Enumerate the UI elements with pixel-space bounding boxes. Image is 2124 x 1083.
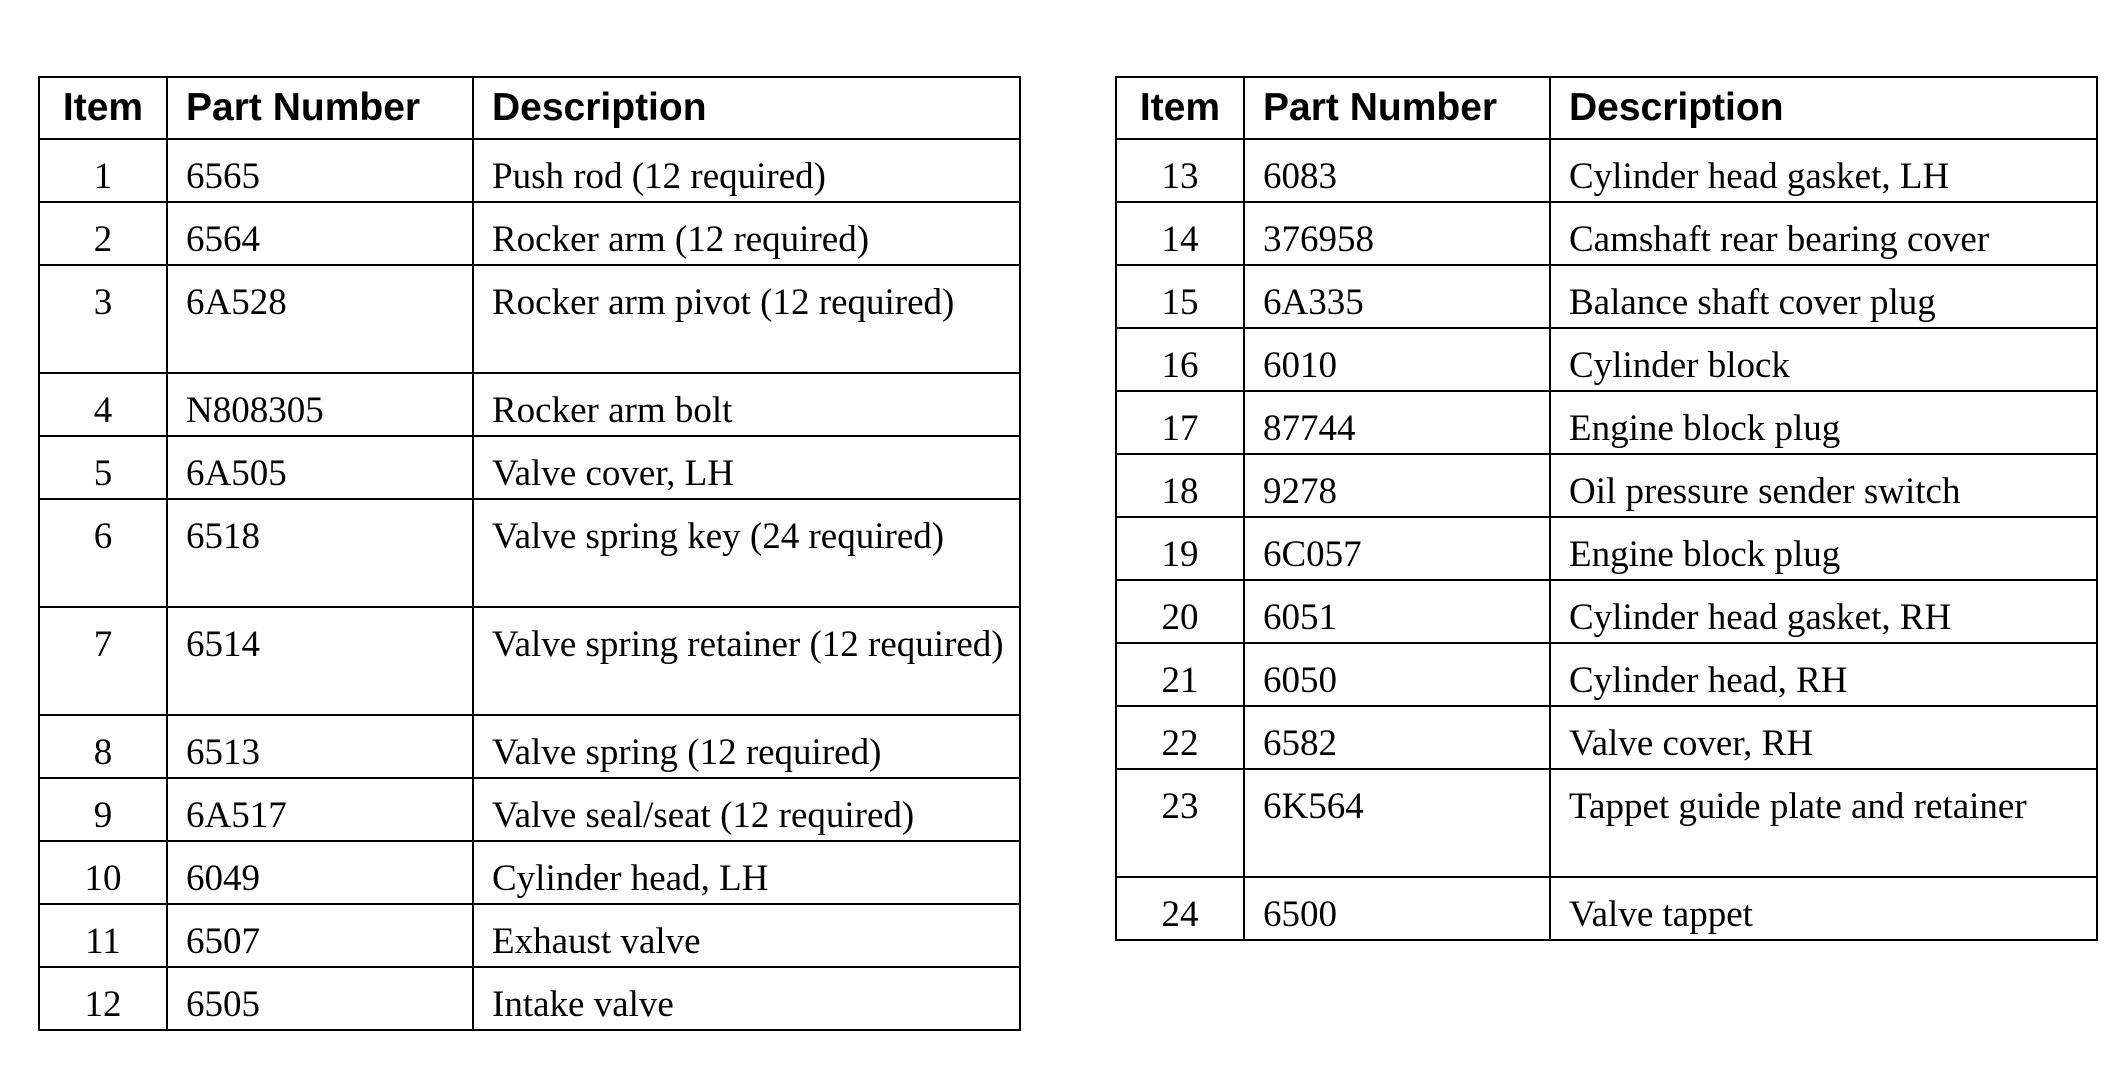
item-number: 8 [39,715,167,778]
part-description: Valve spring (12 required) [473,715,1020,778]
item-number: 7 [39,607,167,715]
item-number: 22 [1116,706,1244,769]
item-number: 17 [1116,391,1244,454]
part-description: Rocker arm pivot (12 required) [473,265,1020,373]
part-description: Valve cover, LH [473,436,1020,499]
table-row [1116,580,2097,643]
part-description: Exhaust valve [473,904,1020,967]
part-description: Cylinder block [1550,328,2097,391]
part-number: 6582 [1244,706,1550,769]
part-number: 9278 [1244,454,1550,517]
table-row [39,778,1020,841]
table-row [39,499,1020,607]
part-description: Camshaft rear bearing cover [1550,202,2097,265]
item-number: 20 [1116,580,1244,643]
table-row [39,436,1020,499]
part-description: Cylinder head, RH [1550,643,2097,706]
part-description: Engine block plug [1550,391,2097,454]
header-description: Description [1550,77,2097,139]
part-number: 6051 [1244,580,1550,643]
table-row [1116,454,2097,517]
item-number: 24 [1116,877,1244,940]
item-number: 9 [39,778,167,841]
part-number: 6518 [167,499,473,607]
table-row [39,202,1020,265]
table-row [39,607,1020,715]
table-row [39,904,1020,967]
part-description: Intake valve [473,967,1020,1030]
table-row [1116,643,2097,706]
table-row [1116,391,2097,454]
part-number: 6A517 [167,778,473,841]
part-description: Valve seal/seat (12 required) [473,778,1020,841]
item-number: 1 [39,139,167,202]
item-number: 5 [39,436,167,499]
item-number: 12 [39,967,167,1030]
item-number: 16 [1116,328,1244,391]
item-number: 10 [39,841,167,904]
part-number: N808305 [167,373,473,436]
table-row [39,265,1020,373]
part-number: 376958 [1244,202,1550,265]
item-number: 19 [1116,517,1244,580]
part-description: Balance shaft cover plug [1550,265,2097,328]
header-part-number: Part Number [167,77,473,139]
part-description: Valve tappet [1550,877,2097,940]
part-number: 6505 [167,967,473,1030]
part-description: Cylinder head gasket, LH [1550,139,2097,202]
part-description: Rocker arm bolt [473,373,1020,436]
part-description: Push rod (12 required) [473,139,1020,202]
part-number: 6C057 [1244,517,1550,580]
part-number: 6500 [1244,877,1550,940]
part-description: Valve spring retainer (12 required) [473,607,1020,715]
item-number: 11 [39,904,167,967]
part-number: 6010 [1244,328,1550,391]
table-row [1116,517,2097,580]
table-header-row [1116,77,2097,139]
table-row [1116,139,2097,202]
part-description: Oil pressure sender switch [1550,454,2097,517]
header-item: Item [1116,77,1244,139]
part-number: 6A505 [167,436,473,499]
header-description: Description [473,77,1020,139]
table-row [1116,769,2097,877]
item-number: 14 [1116,202,1244,265]
table-row [1116,706,2097,769]
table-row [1116,877,2097,940]
table-row [39,841,1020,904]
part-number: 6513 [167,715,473,778]
part-number: 6K564 [1244,769,1550,877]
item-number: 13 [1116,139,1244,202]
table-row [39,373,1020,436]
table-row [39,139,1020,202]
part-description: Valve spring key (24 required) [473,499,1020,607]
item-number: 15 [1116,265,1244,328]
table-row [1116,202,2097,265]
parts-table-left [38,76,1021,1031]
part-number: 6514 [167,607,473,715]
item-number: 3 [39,265,167,373]
header-part-number: Part Number [1244,77,1550,139]
table-row [39,715,1020,778]
table-row [39,967,1020,1030]
part-description: Cylinder head gasket, RH [1550,580,2097,643]
header-item: Item [39,77,167,139]
table-row [1116,328,2097,391]
part-number: 6A528 [167,265,473,373]
part-description: Valve cover, RH [1550,706,2097,769]
part-number: 6050 [1244,643,1550,706]
part-number: 6507 [167,904,473,967]
item-number: 2 [39,202,167,265]
part-number: 6049 [167,841,473,904]
part-description: Cylinder head, LH [473,841,1020,904]
part-description: Tappet guide plate and retainer [1550,769,2097,877]
item-number: 23 [1116,769,1244,877]
part-number: 87744 [1244,391,1550,454]
part-description: Rocker arm (12 required) [473,202,1020,265]
table-header-row [39,77,1020,139]
part-number: 6083 [1244,139,1550,202]
item-number: 21 [1116,643,1244,706]
part-number: 6564 [167,202,473,265]
item-number: 4 [39,373,167,436]
part-number: 6A335 [1244,265,1550,328]
item-number: 18 [1116,454,1244,517]
part-number: 6565 [167,139,473,202]
part-description: Engine block plug [1550,517,2097,580]
table-row [1116,265,2097,328]
parts-table-right [1115,76,2098,941]
item-number: 6 [39,499,167,607]
